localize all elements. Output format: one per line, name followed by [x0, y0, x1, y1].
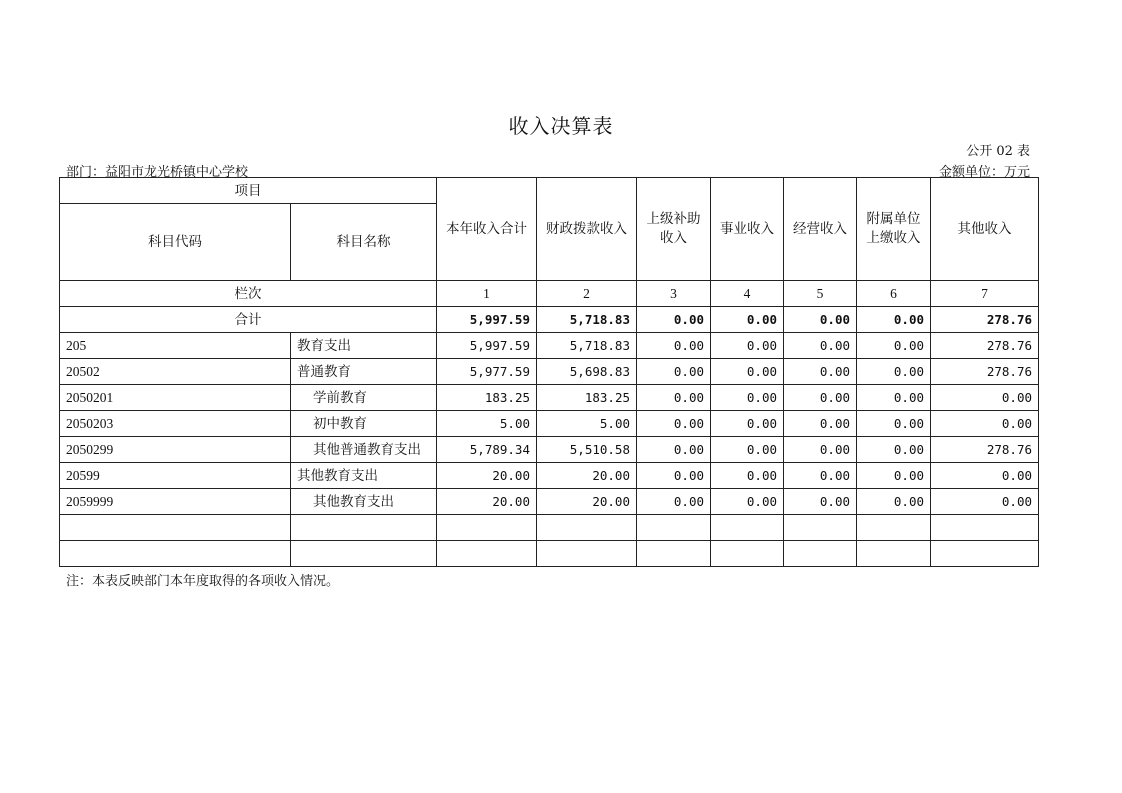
cell-value: 0.00 — [711, 463, 784, 489]
header-fiscal-appropriation: 财政拨款收入 — [537, 178, 637, 281]
cell-value: 0.00 — [637, 411, 711, 437]
column-number: 2 — [537, 281, 637, 307]
cell-value: 0.00 — [931, 385, 1039, 411]
cell-value: 0.00 — [784, 359, 857, 385]
cell-value: 0.00 — [857, 359, 931, 385]
total-value: 278.76 — [931, 307, 1039, 333]
cell-value: 278.76 — [931, 333, 1039, 359]
subject-name: 其他教育支出 — [291, 463, 437, 489]
cell-value: 0.00 — [784, 333, 857, 359]
cell-value: 5,718.83 — [537, 333, 637, 359]
empty-cell — [784, 541, 857, 567]
table-row — [60, 463, 1039, 489]
form-number: 公开 02 表 — [966, 144, 1030, 159]
cell-value: 0.00 — [637, 385, 711, 411]
cell-value: 5,510.58 — [537, 437, 637, 463]
total-value: 0.00 — [784, 307, 857, 333]
header-affiliate-income: 附属单位上缴收入 — [857, 178, 931, 281]
cell-value: 0.00 — [857, 411, 931, 437]
empty-cell — [711, 515, 784, 541]
empty-cell — [637, 541, 711, 567]
footnote: 注：本表反映部门本年度取得的各项收入情况。 — [66, 574, 340, 589]
header-row-project — [60, 178, 1039, 204]
cell-value: 0.00 — [931, 411, 1039, 437]
empty-cell — [637, 515, 711, 541]
cell-value: 5,977.59 — [437, 359, 537, 385]
empty-cell — [60, 515, 291, 541]
cell-value: 0.00 — [857, 489, 931, 515]
cell-value: 5,997.59 — [437, 333, 537, 359]
total-row — [60, 307, 1039, 333]
cell-value: 0.00 — [857, 437, 931, 463]
header-superior-subsidy: 上级补助收入 — [637, 178, 711, 281]
empty-row — [60, 515, 1039, 541]
column-number: 5 — [784, 281, 857, 307]
cell-value: 0.00 — [784, 411, 857, 437]
empty-cell — [931, 515, 1039, 541]
subject-name: 普通教育 — [291, 359, 437, 385]
header-total-income: 本年收入合计 — [437, 178, 537, 281]
cell-value: 0.00 — [784, 463, 857, 489]
cell-value: 278.76 — [931, 359, 1039, 385]
subject-code: 20599 — [60, 463, 291, 489]
table-row — [60, 333, 1039, 359]
cell-value: 0.00 — [857, 333, 931, 359]
empty-cell — [537, 541, 637, 567]
cell-value: 20.00 — [437, 489, 537, 515]
table-row — [60, 489, 1039, 515]
cell-value: 5,698.83 — [537, 359, 637, 385]
cell-value: 0.00 — [637, 489, 711, 515]
header-subject-name: 科目名称 — [291, 204, 437, 281]
subject-code: 2050201 — [60, 385, 291, 411]
subject-name: 学前教育 — [291, 385, 437, 411]
empty-row — [60, 541, 1039, 567]
subject-code: 20502 — [60, 359, 291, 385]
empty-cell — [784, 515, 857, 541]
empty-cell — [291, 541, 437, 567]
cell-value: 0.00 — [711, 411, 784, 437]
cell-value: 0.00 — [784, 385, 857, 411]
cell-value: 0.00 — [784, 437, 857, 463]
total-value: 0.00 — [857, 307, 931, 333]
cell-value: 183.25 — [437, 385, 537, 411]
empty-cell — [437, 515, 537, 541]
cell-value: 0.00 — [637, 463, 711, 489]
cell-value: 0.00 — [857, 463, 931, 489]
column-number: 4 — [711, 281, 784, 307]
cell-value: 0.00 — [637, 437, 711, 463]
department-label: 部门：益阳市龙光桥镇中心学校 — [66, 165, 249, 180]
header-operating-income: 经营收入 — [784, 178, 857, 281]
cell-value: 0.00 — [711, 359, 784, 385]
column-number: 1 — [437, 281, 537, 307]
amount-unit-label: 金额单位：万元 — [938, 165, 1030, 180]
cell-value: 0.00 — [637, 333, 711, 359]
table-row — [60, 437, 1039, 463]
empty-cell — [931, 541, 1039, 567]
subject-name: 其他普通教育支出 — [291, 437, 437, 463]
table-row — [60, 411, 1039, 437]
header-business-income: 事业收入 — [711, 178, 784, 281]
empty-cell — [537, 515, 637, 541]
column-number-row — [60, 281, 1039, 307]
subject-name: 其他教育支出 — [291, 489, 437, 515]
subject-name: 教育支出 — [291, 333, 437, 359]
empty-cell — [60, 541, 291, 567]
cell-value: 0.00 — [711, 333, 784, 359]
table-row — [60, 359, 1039, 385]
subject-code: 205 — [60, 333, 291, 359]
empty-cell — [291, 515, 437, 541]
subject-code: 2050203 — [60, 411, 291, 437]
total-value: 0.00 — [637, 307, 711, 333]
cell-value: 5,789.34 — [437, 437, 537, 463]
cell-value: 278.76 — [931, 437, 1039, 463]
cell-value: 0.00 — [711, 437, 784, 463]
cell-value: 20.00 — [437, 463, 537, 489]
total-label: 合计 — [60, 307, 437, 333]
total-value: 5,997.59 — [437, 307, 537, 333]
column-number: 3 — [637, 281, 711, 307]
column-number-label: 栏次 — [60, 281, 437, 307]
page-title: 收入决算表 — [508, 114, 614, 138]
income-final-accounts-table — [59, 177, 1039, 567]
cell-value: 5.00 — [537, 411, 637, 437]
cell-value: 0.00 — [637, 359, 711, 385]
total-value: 0.00 — [711, 307, 784, 333]
header-other-income: 其他收入 — [931, 178, 1039, 281]
cell-value: 0.00 — [857, 385, 931, 411]
subject-code: 2050299 — [60, 437, 291, 463]
cell-value: 20.00 — [537, 463, 637, 489]
empty-cell — [437, 541, 537, 567]
empty-cell — [857, 541, 931, 567]
table-row — [60, 385, 1039, 411]
total-value: 5,718.83 — [537, 307, 637, 333]
cell-value: 0.00 — [931, 489, 1039, 515]
cell-value: 0.00 — [711, 385, 784, 411]
column-number: 6 — [857, 281, 931, 307]
subject-code: 2059999 — [60, 489, 291, 515]
subject-name: 初中教育 — [291, 411, 437, 437]
cell-value: 20.00 — [537, 489, 637, 515]
empty-cell — [857, 515, 931, 541]
header-subject-code: 科目代码 — [60, 204, 291, 281]
cell-value: 0.00 — [711, 489, 784, 515]
cell-value: 5.00 — [437, 411, 537, 437]
header-project: 项目 — [60, 178, 437, 204]
cell-value: 0.00 — [784, 489, 857, 515]
column-number: 7 — [931, 281, 1039, 307]
empty-cell — [711, 541, 784, 567]
cell-value: 183.25 — [537, 385, 637, 411]
cell-value: 0.00 — [931, 463, 1039, 489]
